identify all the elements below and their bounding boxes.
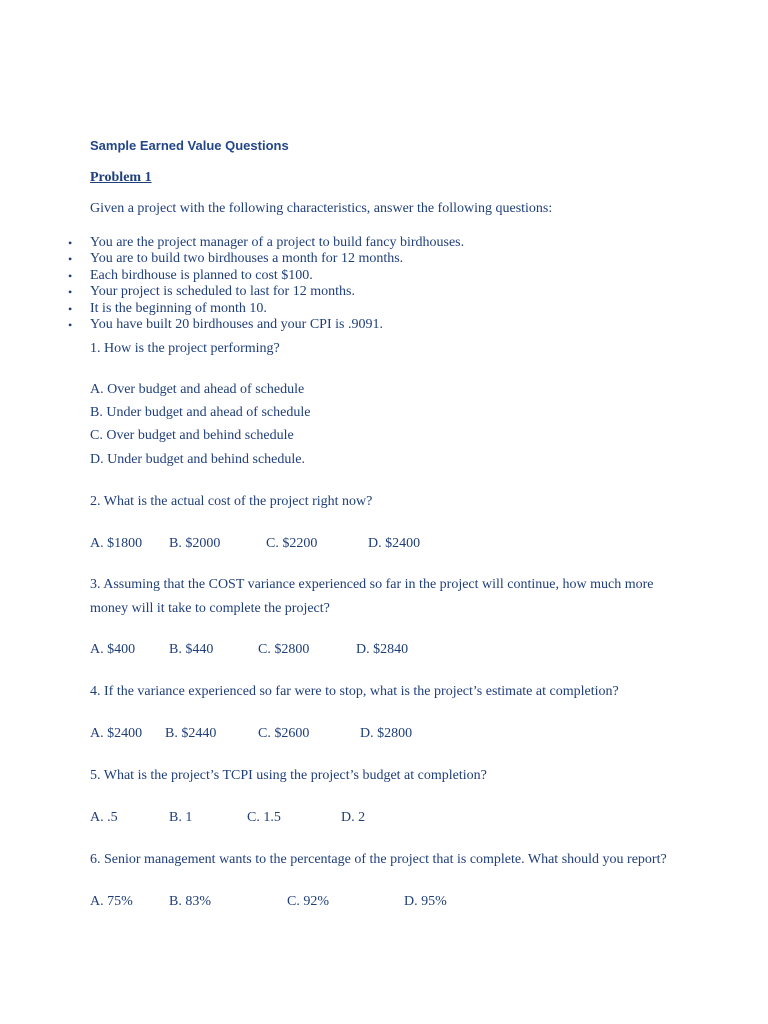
- question-2-option-d: D. $2400: [368, 536, 421, 551]
- question-1: 1. How is the project performing?: [90, 341, 280, 356]
- bullet-icon: •: [68, 317, 73, 332]
- list-item: • You are the project manager of a project to build fancy birdhouses.: [68, 235, 465, 250]
- question-2-option-c: C. $2200: [266, 536, 318, 551]
- question-5-option-c: C. 1.5: [247, 810, 281, 825]
- bullet-icon: •: [68, 268, 73, 283]
- list-item: • Each birdhouse is planned to cost $100.: [68, 267, 313, 283]
- question-1-option-c: C. Over budget and behind schedule: [90, 428, 294, 443]
- question-5-option-a: A. .5: [90, 810, 118, 825]
- question-1-option-a: A. Over budget and ahead of schedule: [90, 382, 305, 397]
- question-5: 5. What is the project’s TCPI using the project’s budget at completion?: [90, 768, 487, 783]
- problem-heading: Problem 1: [90, 170, 152, 185]
- intro-text: Given a project with the following characteristics, answer the following questions:: [90, 201, 553, 216]
- question-3-option-c: C. $2800: [258, 642, 310, 657]
- bullet-icon: •: [68, 285, 73, 300]
- question-3-option-d: D. $2840: [356, 642, 409, 657]
- question-6-option-c: C. 92%: [287, 894, 329, 909]
- question-5-option-b: B. 1: [169, 810, 193, 825]
- characteristics-list: [0, 235, 464, 333]
- list-item: • You are to build two birdhouses a month for 12 months.: [68, 251, 404, 267]
- question-4: 4. If the variance experienced so far were to stop, what is the project’s estimate at completion?: [90, 684, 619, 699]
- list-item: • Your project is scheduled to last for 12 months.: [68, 284, 355, 300]
- question-2-option-a: A. $1800: [90, 536, 143, 551]
- question-1-option-d: D. Under budget and behind schedule.: [90, 452, 305, 467]
- question-2: 2. What is the actual cost of the project right now?: [90, 494, 373, 509]
- question-3-option-b: B. $440: [169, 642, 214, 657]
- question-4-option-b: B. $2440: [165, 726, 217, 741]
- question-2-option-b: B. $2000: [169, 536, 221, 551]
- bullet-icon: •: [68, 252, 73, 267]
- question-4-option-c: C. $2600: [258, 726, 310, 741]
- list-item: • You have built 20 birdhouses and your CPI is .9091.: [68, 316, 383, 332]
- question-3: 3. Assuming that the COST variance experienced so far in the project will continue, how much more money will it take to complete the project?: [90, 577, 654, 616]
- bullet-icon: •: [68, 301, 73, 316]
- list-item: • It is the beginning of month 10.: [68, 300, 267, 316]
- question-6: 6. Senior management wants to the percentage of the project that is complete. What should you report?: [90, 852, 667, 867]
- bullet-icon: •: [68, 236, 73, 250]
- question-1-option-b: B. Under budget and ahead of schedule: [90, 405, 311, 420]
- page-title: Sample Earned Value Questions: [90, 138, 289, 153]
- question-3-option-a: A. $400: [90, 642, 136, 657]
- question-4-option-d: D. $2800: [360, 726, 413, 741]
- question-6-option-d: D. 95%: [404, 894, 447, 909]
- question-4-option-a: A. $2400: [90, 726, 143, 741]
- question-5-option-d: D. 2: [341, 810, 366, 825]
- question-6-option-b: B. 83%: [169, 894, 211, 909]
- question-6-option-a: A. 75%: [90, 894, 133, 909]
